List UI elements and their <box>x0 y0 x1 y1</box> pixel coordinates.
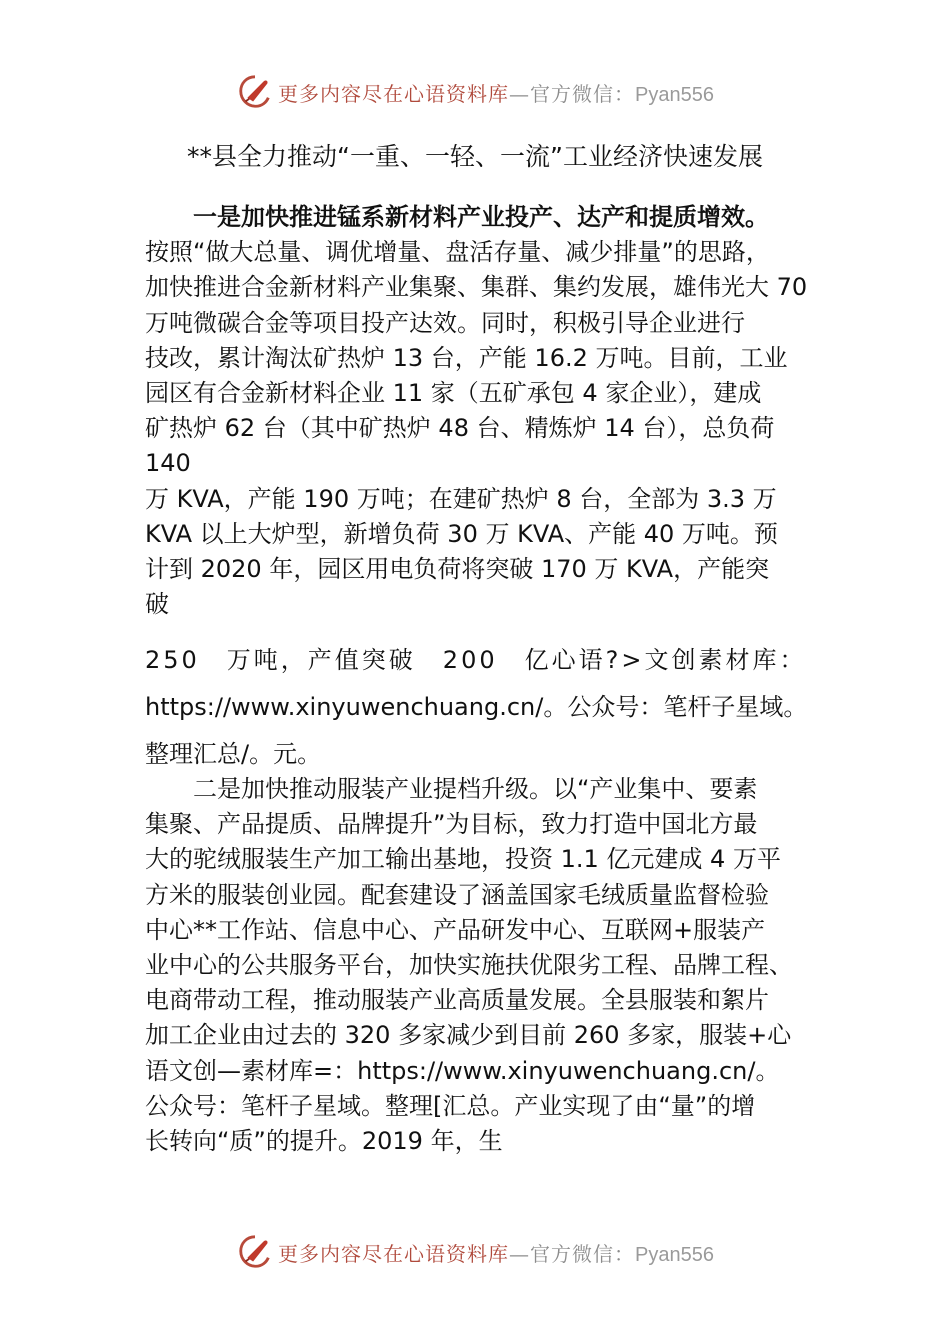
paragraph-line: 电商带动工程，推动服装产业高质量发展。全县服装和絮片 <box>145 986 769 1015</box>
paragraph-line: 大的驼绒服装生产加工输出基地，投资 1.1 亿元建成 4 万平 <box>145 845 781 874</box>
paragraph-line: 加工企业由过去的 320 多家减少到目前 260 多家，服装+心 <box>145 1021 792 1050</box>
section-1-continuation <box>145 637 825 778</box>
quill-logo-icon <box>236 1233 274 1271</box>
paragraph-line: KVA 以上大炉型，新增负荷 30 万 KVA、产能 40 万吨。预 <box>145 519 778 548</box>
paragraph-line: 整理汇总/。元。 <box>145 740 322 768</box>
paragraph-line: 公众号：笔杆子星域。整理[汇总。产业实现了由“量”的增 <box>145 1091 756 1120</box>
paragraph-line: 集聚、产品提质、品牌提升”为目标，致力打造中国北方最 <box>145 810 758 839</box>
footer-sub-text: —官方微信： <box>509 1241 636 1266</box>
section-2 <box>145 772 825 1159</box>
section-1 <box>145 200 825 622</box>
footer-wechat-id: Pyan556 <box>635 1243 714 1266</box>
paragraph-line: 方米的服装创业园。配套建设了涵盖国家毛绒质量监督检验 <box>145 880 769 909</box>
paragraph-line: 技改，累计淘汰矿热炉 13 台，产能 16.2 万吨。目前，工业 <box>145 343 788 372</box>
footer-banner <box>0 1230 950 1274</box>
paragraph-line: 长转向“质”的提升。2019 年，生 <box>145 1127 503 1156</box>
paragraph-line: 万 KVA，产能 190 万吨；在建矿热炉 8 台，全部为 3.3 万 <box>145 484 777 513</box>
header-main-text: 更多内容尽在心语资料库 <box>278 81 510 106</box>
header-sub-text: —官方微信： <box>509 81 636 106</box>
paragraph-line: 140 <box>145 449 191 478</box>
paragraph-line: 中心**工作站、信息中心、产品研发中心、互联网+服装产 <box>145 915 766 944</box>
footer-main-text: 更多内容尽在心语资料库 <box>278 1241 510 1266</box>
header-wechat-id: Pyan556 <box>635 83 714 106</box>
paragraph-line: 按照“做大总量、调优增量、盘活存量、减少排量”的思路， <box>145 238 770 267</box>
paragraph-line: 250 万吨，产值突破 200 亿心语?>文创素材库： <box>145 646 807 674</box>
paragraph-line: 加快推进合金新材料产业集聚、集群、集约发展，雄伟光大 70 <box>145 273 808 302</box>
quill-logo-icon <box>236 73 274 111</box>
document-title: **县全力推动“一重、一轻、一流”工业经济快速发展 <box>187 142 763 171</box>
paragraph-line: 破 <box>145 590 169 619</box>
paragraph-line: 业中心的公共服务平台，加快实施扶优限劣工程、品牌工程、 <box>145 951 793 980</box>
paragraph-line: 矿热炉 62 台（其中矿热炉 48 台、精炼炉 14 台），总负荷 <box>145 414 775 443</box>
paragraph-line: 二是加快推动服装产业提档升级。以“产业集中、要素 <box>145 775 758 803</box>
paragraph-line: 计到 2020 年，园区用电负荷将突破 170 万 KVA，产能突 <box>145 555 770 584</box>
paragraph-line: https://www.xinyuwenchuang.cn/。公众号：笔杆子星域。 <box>145 693 808 721</box>
section-1-heading: 一是加快推进锰系新材料产业投产、达产和提质增效。 <box>193 203 769 231</box>
header-banner <box>0 70 950 114</box>
paragraph-line: 园区有合金新材料企业 11 家（五矿承包 4 家企业），建成 <box>145 379 762 408</box>
paragraph-line: 语文创—素材库=：https://www.xinyuwenchuang.cn/。 <box>145 1056 780 1085</box>
paragraph-line: 万吨微碳合金等项目投产达效。同时，积极引导企业进行 <box>145 308 745 337</box>
